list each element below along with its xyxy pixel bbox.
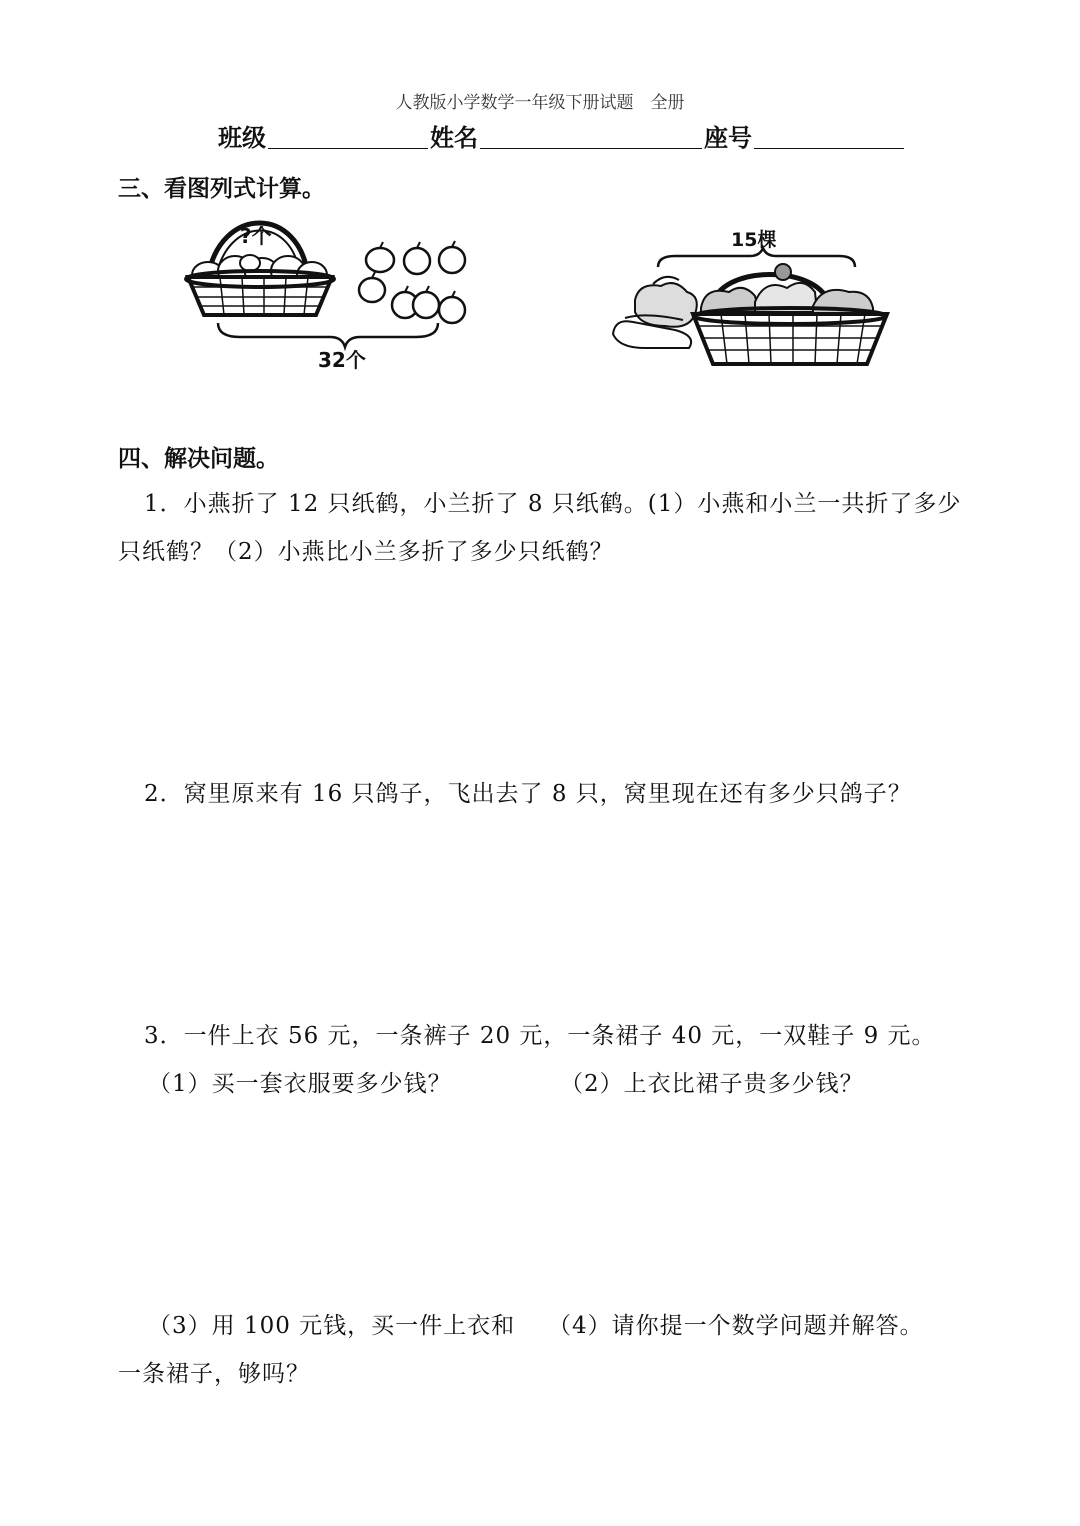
class-label: 班级 xyxy=(218,124,266,152)
name-label: 姓名 xyxy=(430,124,478,152)
class-blank[interactable] xyxy=(268,148,428,149)
loose-pears xyxy=(359,247,465,323)
loose-vegetables xyxy=(613,277,697,348)
question-3-part-4: （4）请你提一个数学问题并解答。 xyxy=(548,1313,924,1339)
question-3-part-1: （1）买一套衣服要多少钱？ xyxy=(148,1071,452,1097)
page-header-title: 人教版小学数学一年级下册试题 全册 xyxy=(395,93,685,113)
pear-basket-figure xyxy=(180,205,490,375)
question-3-part-3-line-2: 一条裙子，够吗？ xyxy=(118,1361,310,1387)
part-count-label: 15棵 xyxy=(731,229,777,251)
question-3: 3．一件上衣 56 元，一条裤子 20 元，一条裙子 40 元，一双鞋子 9 元。 xyxy=(144,1023,936,1049)
question-3-part-3-line-1: （3）用 100 元钱，买一件上衣和 xyxy=(148,1313,516,1339)
question-1-line-2: 只纸鹤？（2）小燕比小兰多折了多少只纸鹤？ xyxy=(118,539,614,565)
student-info-row xyxy=(0,118,1080,158)
name-blank[interactable] xyxy=(480,148,702,149)
seat-blank[interactable] xyxy=(754,148,904,149)
question-1-line-1: 1．小燕折了 12 只纸鹤，小兰折了 8 只纸鹤。(1）小燕和小兰一共折了多少 xyxy=(144,491,962,517)
total-brace xyxy=(218,323,438,347)
seat-label: 座号 xyxy=(704,124,752,152)
unknown-count-label: ?个 xyxy=(240,224,272,248)
section-4-heading: 四、解决问题。 xyxy=(118,446,279,472)
section-3-heading: 三、看图列式计算。 xyxy=(118,176,325,202)
question-3-part-2: （2）上衣比裙子贵多少钱？ xyxy=(560,1071,864,1097)
total-count-label: 32个 xyxy=(318,348,366,372)
vegetable-basket-figure xyxy=(605,222,895,372)
question-2: 2．窝里原来有 16 只鸽子，飞出去了 8 只，窝里现在还有多少只鸽子？ xyxy=(144,781,912,807)
basket-body xyxy=(188,277,332,315)
